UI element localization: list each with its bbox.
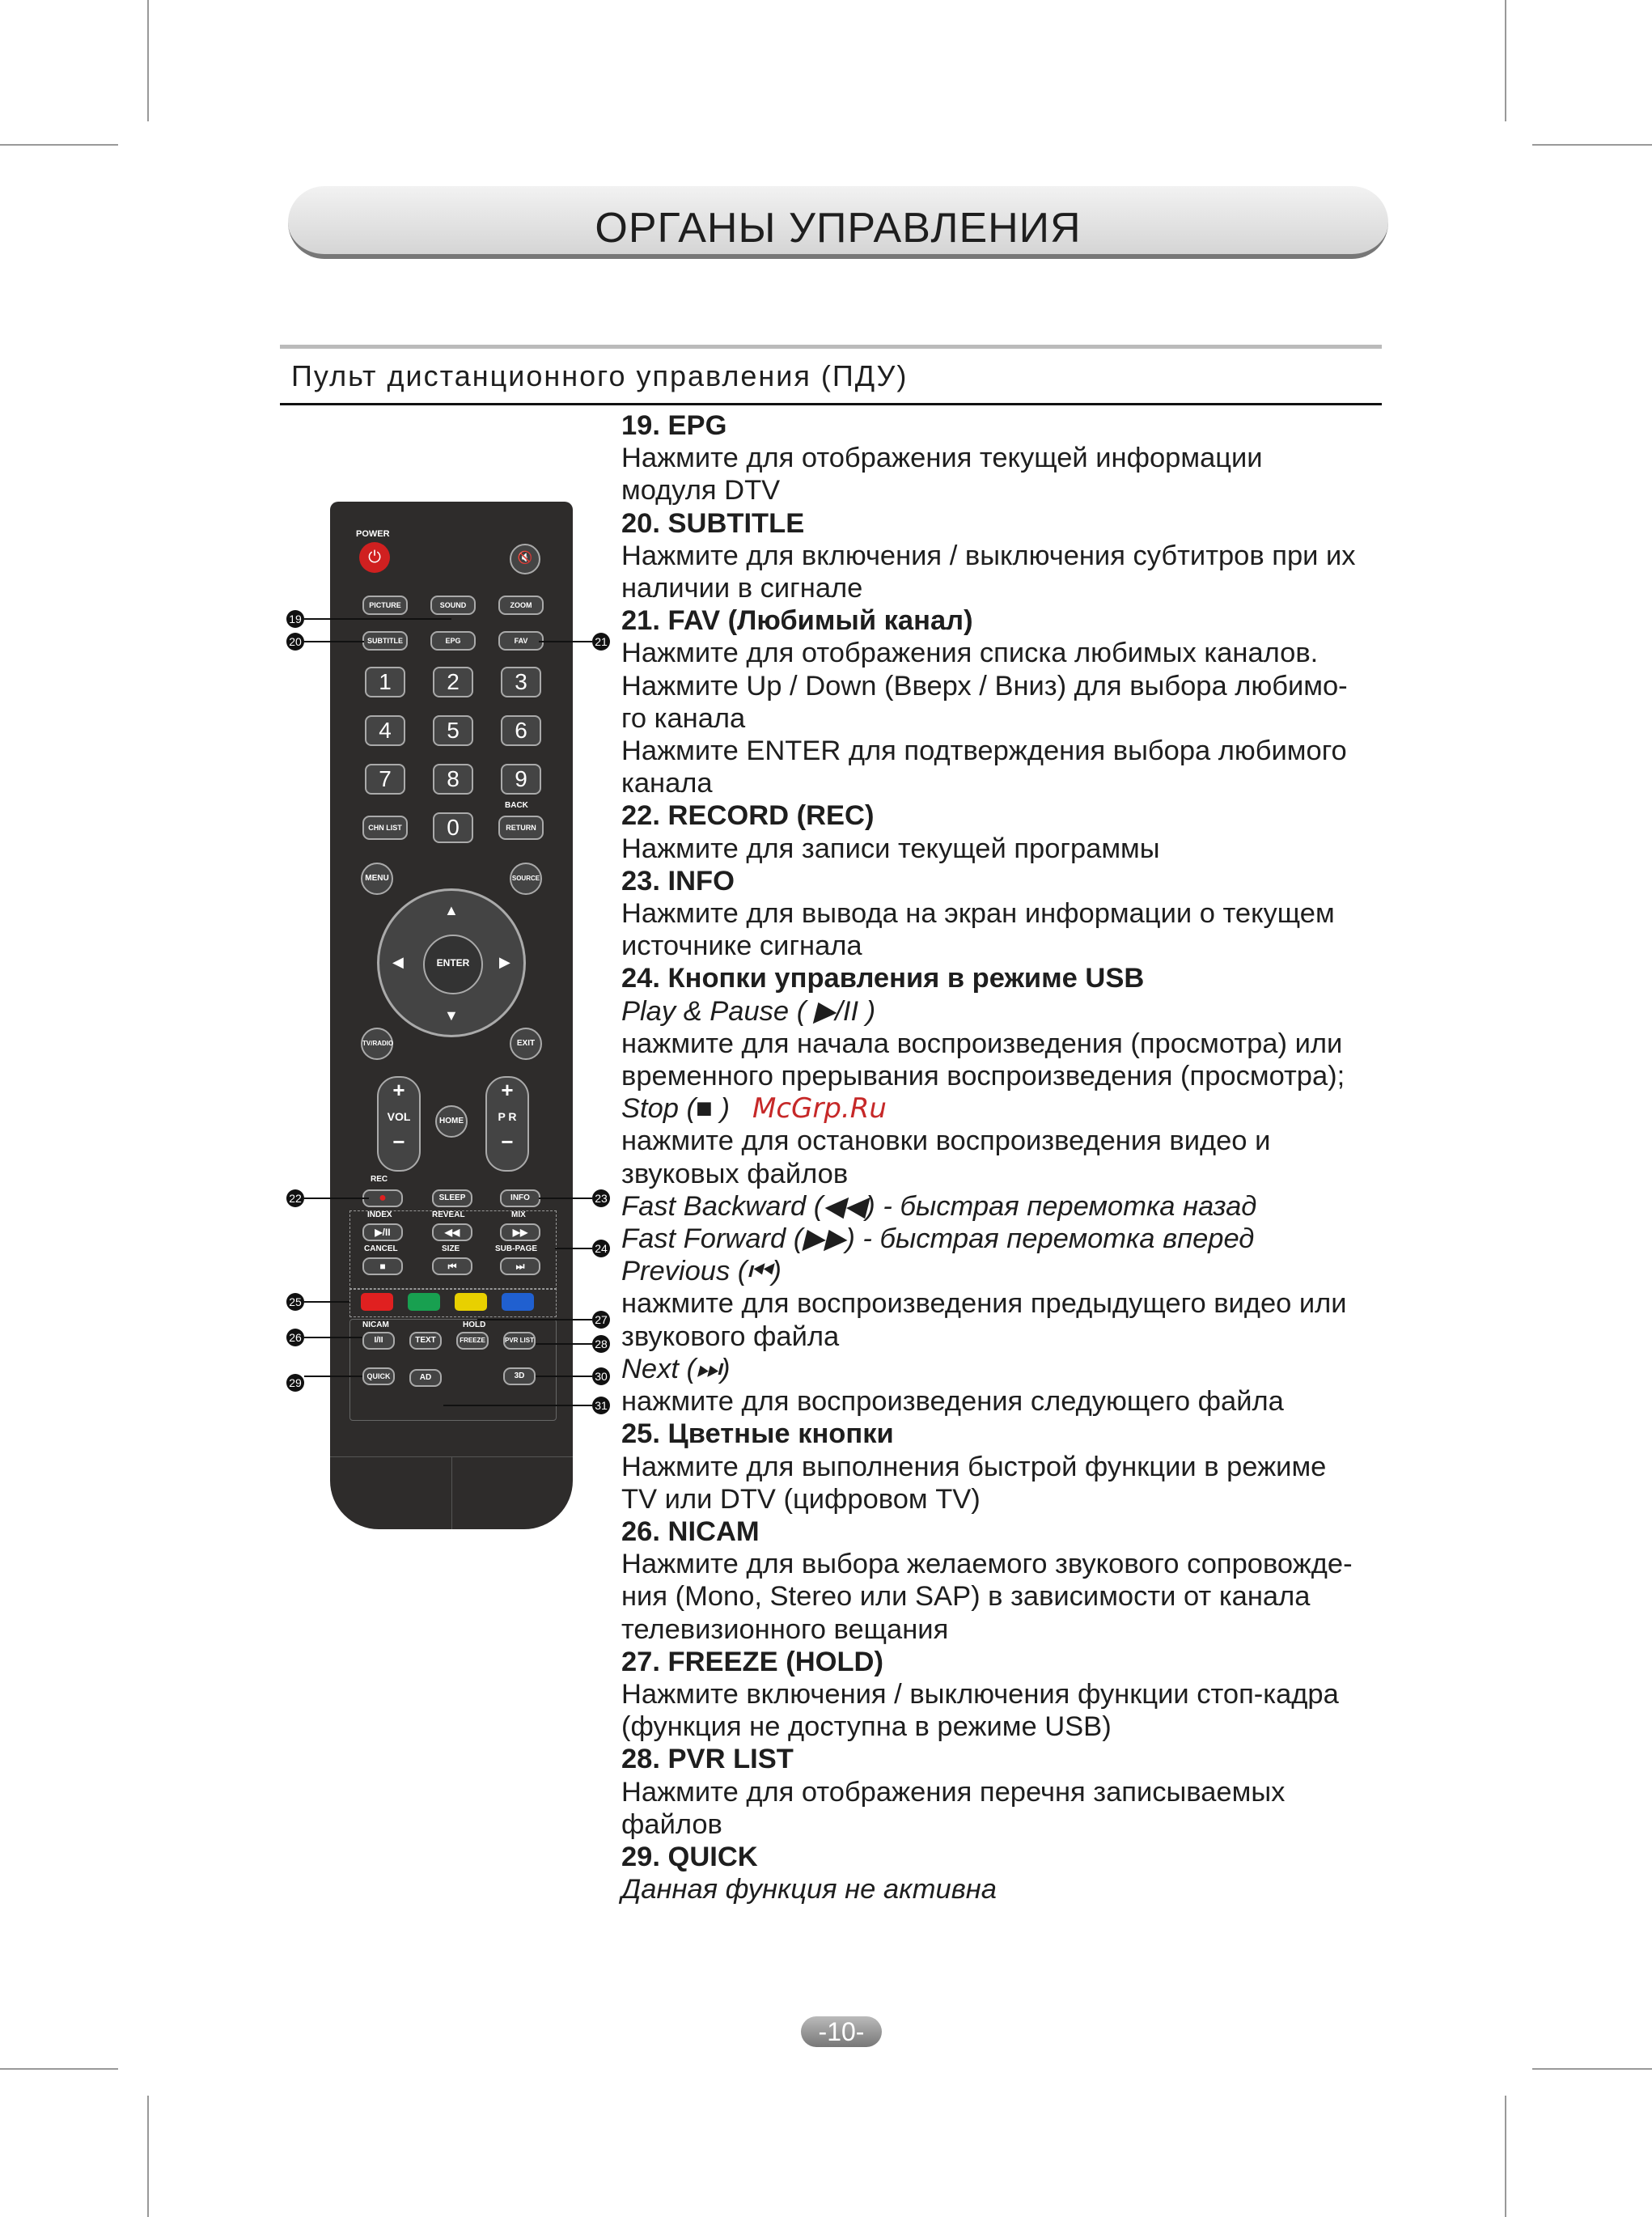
title-banner xyxy=(288,186,1388,259)
item-heading: 28. PVR LIST xyxy=(621,1744,794,1775)
text-line: Fast Forward (▶▶) - быстрая перемотка вперед xyxy=(621,1223,1255,1255)
leader-line xyxy=(555,1248,592,1249)
callout-31: 31 xyxy=(592,1397,610,1414)
crop-mark xyxy=(147,2096,149,2217)
text-line: (функция не доступна в режиме USB) xyxy=(621,1711,1112,1743)
callout-29: 29 xyxy=(286,1374,304,1392)
previous-button[interactable]: ⏮ xyxy=(432,1257,472,1275)
text-line: Fast Backward (◀◀) - быстрая перемотка назад xyxy=(621,1190,1257,1222)
menu-button[interactable]: MENU xyxy=(361,863,393,895)
pvr-list-button[interactable]: PVR LIST xyxy=(503,1332,536,1350)
leader-line xyxy=(536,1376,592,1377)
text-line: Нажмите Up / Down (Вверх / Вниз) для выбора любимо- xyxy=(621,670,1348,702)
picture-button[interactable]: PICTURE xyxy=(362,596,408,615)
digit-5-button[interactable]: 5 xyxy=(433,715,473,746)
cancel-label: CANCEL xyxy=(364,1244,398,1253)
crop-mark xyxy=(147,0,149,121)
text-line: телевизионного вещания xyxy=(621,1613,949,1645)
tv-radio-button[interactable]: TV/RADIO xyxy=(361,1028,393,1060)
section-heading: Пульт дистанционного управления (ПДУ) xyxy=(291,359,909,392)
text-line: нажмите для воспроизведения предыдущего видео или xyxy=(621,1288,1347,1320)
digit-4-button[interactable]: 4 xyxy=(365,715,405,746)
leader-line xyxy=(304,1376,362,1377)
arrow-left-icon[interactable]: ◀ xyxy=(392,954,404,970)
crop-mark xyxy=(1505,0,1506,121)
callout-22: 22 xyxy=(286,1189,304,1207)
text-line: Нажмите для включения / выключения субтитров при их xyxy=(621,540,1356,571)
digit-0-button[interactable]: 0 xyxy=(433,812,473,843)
ad-button[interactable]: AD xyxy=(409,1369,442,1387)
leader-line xyxy=(304,1301,349,1303)
item-heading: 23. INFO xyxy=(621,865,735,897)
text-line: Нажмите для отображения списка любимых каналов. xyxy=(621,638,1319,669)
page-title: ОРГАНЫ УПРАВЛЕНИЯ xyxy=(595,205,1082,252)
callout-27: 27 xyxy=(592,1311,610,1329)
next-button[interactable]: ⏭ xyxy=(500,1257,540,1275)
text-line: Нажмите для отображения перечня записываемых xyxy=(621,1776,1286,1808)
crop-mark xyxy=(1505,2096,1506,2217)
3d-button[interactable]: 3D xyxy=(503,1367,536,1385)
enter-button[interactable]: ENTER xyxy=(423,935,483,994)
freeze-button[interactable]: FREEZE xyxy=(456,1332,489,1350)
callout-21: 21 xyxy=(592,633,610,651)
leader-line xyxy=(477,1319,592,1320)
text-line: ния (Mono, Stereo или SAP) в зависимости от канала xyxy=(621,1581,1311,1613)
fast-forward-button[interactable]: ▶▶ xyxy=(500,1223,540,1241)
blue-key[interactable] xyxy=(502,1293,534,1311)
text-line: Stop (■ ) xyxy=(621,1093,730,1125)
digit-6-button[interactable]: 6 xyxy=(501,715,541,746)
text-line: Нажмите включения / выключения функции стоп-кадра xyxy=(621,1678,1339,1710)
digit-7-button[interactable]: 7 xyxy=(365,764,405,795)
crop-mark xyxy=(1532,144,1652,146)
watermark: McGrp.Ru xyxy=(752,1092,887,1125)
callout-28: 28 xyxy=(592,1335,610,1353)
digit-8-button[interactable]: 8 xyxy=(433,764,473,795)
crop-mark xyxy=(0,2068,118,2070)
text-line: наличии в сигнале xyxy=(621,573,863,604)
callout-30: 30 xyxy=(592,1367,610,1385)
text-line: го канала xyxy=(621,702,746,734)
epg-button[interactable]: EPG xyxy=(430,631,476,651)
quick-button[interactable]: QUICK xyxy=(362,1367,395,1385)
text-line: Данная функция не активна xyxy=(621,1874,997,1905)
green-key[interactable] xyxy=(408,1293,440,1311)
text-line: звукового файла xyxy=(621,1320,840,1352)
text-line: Нажмите для отображения текущей информации xyxy=(621,443,1263,474)
hold-label: HOLD xyxy=(463,1320,486,1329)
nicam-label: NICAM xyxy=(362,1320,389,1329)
item-heading: 20. SUBTITLE xyxy=(621,507,805,539)
zoom-button[interactable]: ZOOM xyxy=(498,596,544,615)
text-line: Нажмите для выполнения быстрой функции в режиме xyxy=(621,1451,1327,1482)
leader-line xyxy=(443,1405,592,1406)
arrow-right-icon[interactable]: ▶ xyxy=(499,954,510,970)
power-label: POWER xyxy=(356,529,390,539)
sub-page-label: SUB-PAGE xyxy=(495,1244,538,1253)
item-heading: 27. FREEZE (HOLD) xyxy=(621,1646,883,1677)
text-line: Нажмите для вывода на экран информации о текущем xyxy=(621,898,1335,930)
leader-line xyxy=(539,641,592,642)
divider xyxy=(280,403,1382,405)
pr-label: P R xyxy=(498,1110,517,1123)
index-label: INDEX xyxy=(367,1210,392,1219)
power-button[interactable]: ⏻ xyxy=(359,542,390,573)
item-heading: 19. EPG xyxy=(621,410,727,441)
leader-line xyxy=(536,1343,592,1345)
text-line: Нажмите ENTER для подтверждения выбора любимого xyxy=(621,735,1347,767)
nicam-button[interactable]: I/II xyxy=(362,1332,395,1350)
text-line: звуковых файлов xyxy=(621,1158,849,1189)
callout-23: 23 xyxy=(592,1189,610,1207)
mix-label: MIX xyxy=(511,1210,526,1219)
source-button[interactable]: SOURCE xyxy=(510,863,542,895)
page-number: -10- xyxy=(801,2016,882,2047)
rec-button[interactable]: ● xyxy=(362,1189,403,1207)
text-line: временного прерывания воспроизведения (просмотра); xyxy=(621,1061,1345,1092)
text-line: канала xyxy=(621,768,713,799)
leader-line xyxy=(539,1198,592,1199)
leader-line xyxy=(304,641,364,642)
red-key[interactable] xyxy=(361,1293,393,1311)
remote-bottom-divider xyxy=(451,1456,452,1529)
arrow-down-icon[interactable]: ▼ xyxy=(444,1007,459,1024)
text-line: нажмите для начала воспроизведения (просмотра) или xyxy=(621,1028,1343,1059)
leader-line xyxy=(304,1198,369,1199)
back-label: BACK xyxy=(505,801,528,810)
leader-line xyxy=(304,618,451,620)
navigation-ring xyxy=(377,888,526,1037)
item-heading: 24. Кнопки управления в режиме USB xyxy=(621,963,1145,994)
divider xyxy=(280,345,1382,349)
text-line: файлов xyxy=(621,1808,722,1840)
item-heading: 25. Цветные кнопки xyxy=(621,1418,894,1450)
callout-20: 20 xyxy=(286,633,304,651)
text-line: модуля DTV xyxy=(621,475,781,507)
item-heading: 22. RECORD (REC) xyxy=(621,800,875,832)
chn-list-button[interactable]: CHN LIST xyxy=(362,816,408,840)
sleep-button[interactable]: SLEEP xyxy=(432,1189,472,1207)
play-pause-button[interactable]: ▶/II xyxy=(362,1223,403,1241)
text-line: Нажмите для выбора желаемого звукового сопровожде- xyxy=(621,1549,1353,1580)
digit-3-button[interactable]: 3 xyxy=(501,667,541,697)
arrow-up-icon[interactable]: ▲ xyxy=(444,902,459,918)
callout-25: 25 xyxy=(286,1293,304,1311)
item-heading: 26. NICAM xyxy=(621,1515,760,1547)
stop-button[interactable]: ■ xyxy=(362,1257,403,1275)
mute-button[interactable]: 🔇 xyxy=(510,544,540,574)
crop-mark xyxy=(1532,2068,1652,2070)
item-heading: 21. FAV (Любимый канал) xyxy=(621,605,973,637)
fav-button[interactable]: FAV xyxy=(498,631,544,651)
home-button[interactable]: HOME xyxy=(435,1105,468,1138)
digit-1-button[interactable]: 1 xyxy=(365,667,405,697)
exit-button[interactable]: EXIT xyxy=(510,1028,542,1060)
text-line: Next (⏭) xyxy=(621,1353,731,1384)
text-line: Нажмите для записи текущей программы xyxy=(621,833,1160,864)
text-line: Previous (⏮) xyxy=(621,1256,782,1287)
crop-mark xyxy=(0,144,118,146)
volume-rocker[interactable]: + VOL − xyxy=(377,1076,421,1172)
return-button[interactable]: RETURN xyxy=(498,816,544,840)
vol-label: VOL xyxy=(387,1110,411,1123)
size-label: SIZE xyxy=(442,1244,460,1253)
text-line: источнике сигнала xyxy=(621,930,862,962)
subtitle-button[interactable]: SUBTITLE xyxy=(362,631,408,651)
reveal-label: REVEAL xyxy=(432,1210,465,1219)
info-button[interactable]: INFO xyxy=(500,1189,540,1207)
text-line: нажмите для воспроизведения следующего файла xyxy=(621,1386,1284,1418)
callout-26: 26 xyxy=(286,1329,304,1346)
text-line: TV или DTV (цифровом TV) xyxy=(621,1483,981,1515)
callout-24: 24 xyxy=(592,1240,610,1257)
sound-button[interactable]: SOUND xyxy=(430,596,476,615)
callout-19: 19 xyxy=(286,610,304,628)
rec-label: REC xyxy=(371,1175,388,1184)
yellow-key[interactable] xyxy=(455,1293,487,1311)
item-heading: 29. QUICK xyxy=(621,1841,758,1872)
text-line: Play & Pause ( ▶/II ) xyxy=(621,995,876,1027)
program-rocker[interactable]: + P R − xyxy=(485,1076,529,1172)
description-text xyxy=(621,409,1398,1905)
fast-backward-button[interactable]: ◀◀ xyxy=(432,1223,472,1241)
digit-9-button[interactable]: 9 xyxy=(501,764,541,795)
leader-line xyxy=(304,1337,362,1338)
digit-2-button[interactable]: 2 xyxy=(433,667,473,697)
text-line: нажмите для остановки воспроизведения видео и xyxy=(621,1125,1271,1157)
text-button[interactable]: TEXT xyxy=(409,1332,442,1350)
